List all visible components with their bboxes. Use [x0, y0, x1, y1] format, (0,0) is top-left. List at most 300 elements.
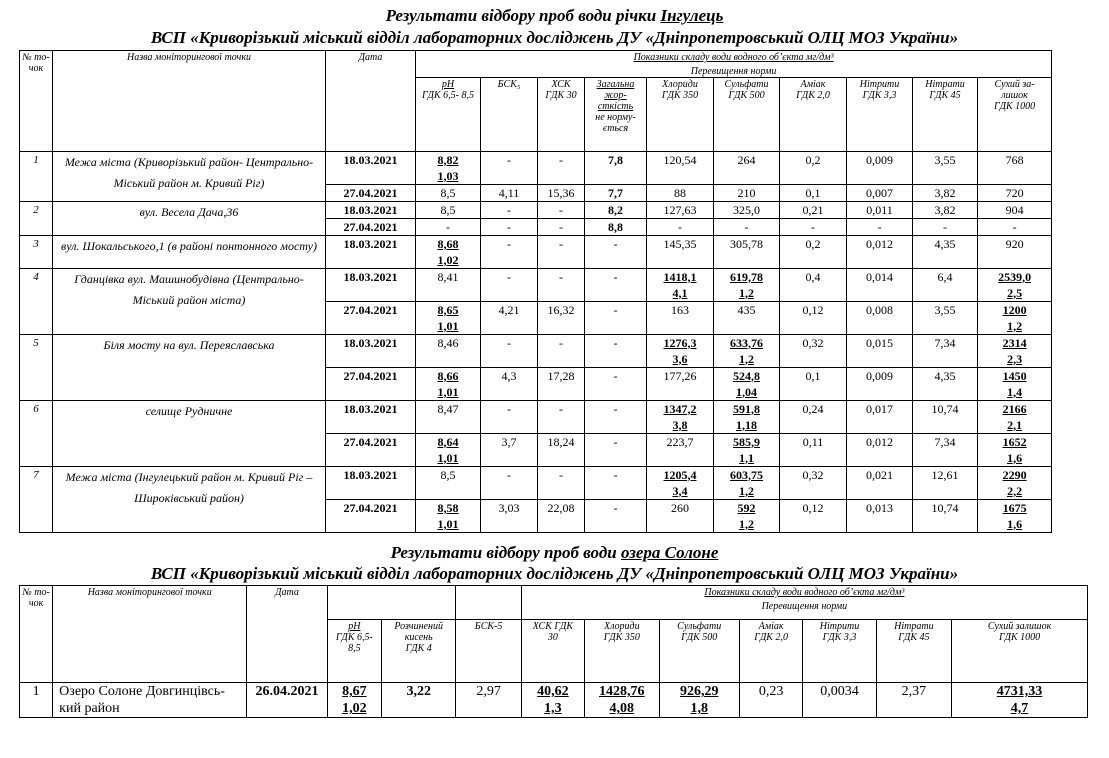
table1-bsk5-text: - [507, 269, 511, 284]
table1-hardness-text: - [613, 500, 618, 515]
table2-header-exceed: Перевищення норми [521, 600, 1087, 620]
table1-sulfates-text: 325,0 [733, 202, 760, 217]
table1-ammonia-text: 0,21 [802, 202, 824, 217]
table1-nitrates-text: 4,35 [934, 368, 956, 383]
table1-row [20, 466, 1052, 499]
table2-col-header [876, 620, 951, 683]
table2-title-prefix: Результати відбору проб води [390, 543, 621, 562]
table2-header-date: Дата [247, 586, 327, 683]
table1-col-norm: ГДК 1000 [993, 100, 1036, 112]
table1-ph-text: 8,41 [437, 269, 459, 284]
table1-ph [416, 433, 481, 466]
table2-col-name: Аміак [758, 621, 784, 632]
table1-chlorides [647, 334, 714, 367]
table1-col-name: Нітрати [925, 78, 965, 90]
table1-header-num: № то- чок [20, 51, 53, 152]
table1-point-name: Межа міста (Криворізький район- Центрально-Міський район м. Кривий Ріг) [53, 151, 326, 201]
table1-sulfates-text: 524,8 1,04 [733, 368, 760, 399]
table2-sulfates-text: 926,29 1,8 [679, 684, 719, 716]
table1-dry-residue [978, 400, 1052, 433]
table1-dry-residue [978, 235, 1052, 268]
table2-header-indicators [521, 586, 1087, 600]
table1-bsk5 [481, 301, 538, 334]
table2-col-norm: ГДК 45 [898, 632, 930, 643]
table1-chlorides-text: 88 [674, 185, 686, 200]
table1-xsk [538, 151, 585, 184]
table1-dry-residue-text: 920 [1005, 236, 1024, 251]
table1-ph-text: 8,82 1,03 [437, 152, 459, 183]
table1-chlorides-text: 1347,2 3,8 [663, 401, 697, 432]
table1-chlorides-text: 145,35 [663, 236, 697, 251]
table1-xsk-text: - [559, 467, 563, 482]
table2-col-name: рН [348, 621, 361, 632]
table1-nitrates [913, 334, 978, 367]
table1-nitrates [913, 201, 978, 218]
table1-date: 27.04.2021 [326, 184, 416, 201]
table1-nitrates-text: 7,34 [934, 335, 956, 350]
table1-chlorides [647, 400, 714, 433]
table2-header-blank [327, 586, 456, 620]
table2-title-lake: озера Солоне [620, 543, 719, 562]
table1-sulfates-text: 633,76 1,2 [730, 335, 763, 366]
table1-sulfates-text: 591,8 1,18 [733, 401, 760, 432]
table1-hardness-text: 8,8 [608, 219, 623, 234]
table2-dry-residue-text: 4731,33 4,7 [996, 684, 1043, 716]
table1-chlorides-text: 1418,1 4,1 [663, 269, 697, 300]
table2-col-header [521, 620, 584, 683]
table1-bsk5 [481, 235, 538, 268]
table1-nitrates [913, 218, 978, 235]
table1-bsk5 [481, 268, 538, 301]
table1-nitrites-text: - [877, 219, 882, 234]
table1-bsk5-text: - [507, 335, 511, 350]
table1-date: 18.03.2021 [326, 400, 416, 433]
table1-xsk [538, 301, 585, 334]
table1-ph-text: 8,65 1,01 [437, 302, 459, 333]
table1-header-indicators [416, 51, 1052, 65]
table2-point-name: Озеро Солоне Довгинцівсь-кий район [53, 683, 247, 718]
table1-dry-residue [978, 201, 1052, 218]
table1-header-name: Назва моніторингової точки [53, 51, 326, 152]
table2-col-norm: 30 [547, 632, 558, 643]
table1-col-name: Нітрити [859, 78, 900, 90]
table1-point-name: селище Рудничне [53, 400, 326, 466]
table1-sulfates-text: 210 [737, 185, 756, 200]
table1-chlorides [647, 433, 714, 466]
table1-xsk-text: - [559, 152, 563, 167]
table1-bsk5-text: - [507, 152, 511, 167]
table2-col-header [952, 620, 1088, 683]
table2-header-blank [456, 586, 521, 620]
table1-nitrites-text: 0,008 [866, 302, 893, 317]
table1-sulfates-text: - [744, 219, 749, 234]
table1-point-name: Гданцівка вул. Машинобудівна (Центрально-Міський район міста) [53, 268, 326, 334]
table2-nitrates [876, 683, 951, 718]
table1-ammonia-text: 0,32 [802, 467, 824, 482]
table1-nitrates-text: 7,34 [934, 434, 956, 449]
table1-hardness [585, 184, 647, 201]
table1-nitrates-text: - [943, 219, 947, 234]
table1-col-header [416, 77, 481, 151]
table1-sulfates [714, 433, 780, 466]
table1-row [20, 235, 1052, 268]
table1-col-header [913, 77, 978, 151]
table1-xsk-text: - [559, 236, 563, 251]
table1-chlorides [647, 151, 714, 184]
table1-col-header [481, 77, 538, 151]
table1-ph [416, 499, 481, 532]
table1-date: 18.03.2021 [326, 235, 416, 268]
table1-nitrates-text: 10,74 [931, 401, 959, 416]
table1-bsk5 [481, 400, 538, 433]
table1-sulfates [714, 367, 780, 400]
table1-ph [416, 235, 481, 268]
table1-nitrates [913, 268, 978, 301]
table2-header-row [20, 586, 1088, 600]
table2-ammonia [739, 683, 802, 718]
table1-row [20, 268, 1052, 301]
table1-col-norm: ГДК 350 [661, 89, 699, 101]
table1-dry-residue [978, 184, 1052, 201]
table1-nitrites [847, 184, 913, 201]
table1-sulfates [714, 268, 780, 301]
table1-bsk5 [481, 499, 538, 532]
table1-sulfates-text: 585,9 1,1 [733, 434, 760, 465]
table1-ammonia [780, 184, 847, 201]
table1-sulfates [714, 499, 780, 532]
table1-sulfates [714, 301, 780, 334]
table1-ph-text: 8,47 [437, 401, 459, 416]
table1-ammonia-text: 0,12 [802, 500, 824, 515]
table1-col-name: Сульфати [724, 78, 769, 90]
table1-dry-residue [978, 499, 1052, 532]
table1-ammonia [780, 301, 847, 334]
table2-header-indicators-text: Показники складу води водного об’єкта мг/дм³ [704, 587, 905, 598]
table1-ph-text: 8,64 1,01 [437, 434, 459, 465]
table1-nitrates-text: 3,55 [934, 302, 956, 317]
table2-point-num: 1 [20, 683, 53, 718]
table2-bsk5-text: 2,97 [476, 684, 501, 699]
table1-col-name: Аміак [800, 78, 826, 90]
table1-hardness-text: - [613, 302, 618, 317]
table2-col-name: Сульфати [677, 621, 722, 632]
table1-date: 27.04.2021 [326, 433, 416, 466]
table1-nitrates [913, 400, 978, 433]
table1-date: 27.04.2021 [326, 218, 416, 235]
table1-ph-text: 8,68 1,02 [437, 236, 459, 267]
table1-bsk5 [481, 466, 538, 499]
table1-chlorides-text: 260 [671, 500, 689, 515]
table1-ph-text: 8,66 1,01 [437, 368, 459, 399]
table1-dry-residue [978, 466, 1052, 499]
table2-col-name: Розчинений кисень [394, 621, 443, 643]
table1-sulfates-text: 264 [737, 152, 756, 167]
table1-xsk-text: - [559, 401, 563, 416]
table1-col-norm: ГДК 2,0 [796, 89, 830, 101]
table1-date: 27.04.2021 [326, 367, 416, 400]
table1-ph-text: 8,5 [440, 202, 456, 217]
table1-chlorides-text: 223,7 [666, 434, 694, 449]
table1-col-name: Сухий за- лишок [994, 78, 1035, 101]
table1-header-row [20, 51, 1052, 65]
table2-dissolved-oxygen-text: 3,22 [406, 684, 431, 699]
table2-date: 26.04.2021 [247, 683, 327, 718]
table1-sulfates [714, 334, 780, 367]
table2-chlorides-text: 1428,76 4,08 [599, 684, 645, 716]
table1-row [20, 334, 1052, 367]
table1-row [20, 151, 1052, 184]
table1-ammonia [780, 466, 847, 499]
table1-header-exceed: Перевищення норми [416, 65, 1052, 78]
table1-sulfates [714, 218, 780, 235]
table1-chlorides [647, 184, 714, 201]
table1-ph [416, 268, 481, 301]
table1-nitrites-text: 0,011 [866, 202, 893, 217]
table1-hardness [585, 499, 647, 532]
table1-hardness [585, 201, 647, 218]
table1-hardness-text: 7,7 [608, 185, 623, 200]
table1-ammonia [780, 433, 847, 466]
table1-col-header [780, 77, 847, 151]
table1-col-header [978, 77, 1052, 151]
table1-xsk [538, 433, 585, 466]
table1-nitrites [847, 201, 913, 218]
table1-point-num: 1 [20, 151, 53, 201]
table2-nitrates-text: 2,37 [901, 684, 927, 699]
table1-col-norm: ГДК 45 [929, 89, 961, 101]
table1-ammonia [780, 334, 847, 367]
table1-hardness [585, 151, 647, 184]
table1-hardness-text: - [613, 236, 618, 251]
table1-dry-residue [978, 218, 1052, 235]
table1-col-name: Загальна жор- сткість [596, 78, 635, 112]
table1-chlorides [647, 466, 714, 499]
table1-dry-residue-text: 1652 1,6 [1002, 434, 1027, 465]
table2-col-name: Нітрити [819, 621, 860, 632]
table2-col-name: Хлориди [603, 621, 640, 632]
table1-chlorides-text: 163 [671, 302, 689, 317]
table1-ammonia [780, 218, 847, 235]
table2-header-name: Назва моніторингової точки [53, 586, 247, 683]
table1-sulfates-text: 603,75 1,2 [730, 467, 763, 498]
table1-dry-residue [978, 334, 1052, 367]
table1-nitrates-text: 6,4 [937, 269, 953, 284]
table1-title-prefix: Результати відбору проб води річки [385, 6, 661, 25]
table1-bsk5 [481, 433, 538, 466]
table1-ph-text: 8,46 [437, 335, 459, 350]
table1-header-date: Дата [326, 51, 416, 152]
table1-nitrates-text: 3,82 [934, 202, 956, 217]
table1-xsk [538, 367, 585, 400]
table1-nitrites-text: 0,012 [866, 236, 893, 251]
table1-nitrites [847, 499, 913, 532]
table1-hardness [585, 334, 647, 367]
table2-col-header [739, 620, 802, 683]
table1-row [20, 400, 1052, 433]
table1-chlorides [647, 268, 714, 301]
table1-point-num: 6 [20, 400, 53, 466]
table1-point-num: 3 [20, 235, 53, 268]
table1-ammonia-text: 0,24 [802, 401, 824, 416]
table1-nitrates-text: 10,74 [931, 500, 959, 515]
table2-col-norm: ГДК 500 [681, 632, 718, 643]
table1-point-name: Межа міста (Інгулецький район м. Кривий Ріг – Широківський район) [53, 466, 326, 532]
table2-col-header [803, 620, 876, 683]
table1-point-num: 5 [20, 334, 53, 400]
table1-bsk5 [481, 218, 538, 235]
table1-nitrates-text: 12,61 [931, 467, 959, 482]
table1-nitrates [913, 433, 978, 466]
table1-nitrites-text: 0,013 [866, 500, 893, 515]
table1-nitrates [913, 301, 978, 334]
table1-dry-residue-text: 2166 2,1 [1002, 401, 1027, 432]
table2-col-norm: ГДК 4 [405, 643, 432, 654]
table2-dissolved-oxygen [381, 683, 455, 718]
table1-nitrites-text: 0,007 [866, 185, 893, 200]
table1-dry-residue-text: - [1012, 219, 1017, 234]
table1-title-line2: ВСП «Криворізький міський відділ лабораторних досліджень ДУ «Дніпропетровський ОЛЦ МОЗ України» [150, 28, 959, 47]
table1-ammonia-text: 0,2 [805, 152, 821, 167]
table1-hardness-text: - [613, 335, 618, 350]
table1-bsk5 [481, 184, 538, 201]
table1-xsk-text: 22,08 [547, 500, 575, 515]
table1-col-norm: ГДК 500 [728, 89, 765, 101]
table1-col-name: рН [441, 78, 455, 90]
table2-col-name: Нітрати [894, 621, 934, 632]
table2-ph-text: 8,67 1,02 [342, 684, 367, 716]
table1-chlorides-text: 127,63 [663, 202, 697, 217]
table1-bsk5 [481, 334, 538, 367]
table1-sulfates-text: 592 1,2 [737, 500, 756, 531]
table1-point-name: вул. Шокальського,1 (в районі понтонного мосту) [53, 235, 326, 268]
table1-dry-residue-text: 768 [1005, 152, 1024, 167]
table1-date: 18.03.2021 [326, 151, 416, 184]
table1-hardness [585, 218, 647, 235]
table1-ph [416, 400, 481, 433]
table1-col-norm: ГДК 6,5- 8,5 [421, 89, 475, 101]
table2-col-header [456, 620, 521, 683]
table2-bsk5 [456, 683, 521, 718]
table2-header-num: № то- чок [20, 586, 53, 683]
table1-ammonia [780, 151, 847, 184]
table1-chlorides-text: 177,26 [663, 368, 697, 383]
table1-xsk-text: - [559, 219, 563, 234]
table1-ammonia-text: 0,1 [805, 368, 821, 383]
table1-nitrites-text: 0,017 [866, 401, 893, 416]
table1-hardness-text: - [613, 467, 618, 482]
table1-ph [416, 218, 481, 235]
table1-nitrites [847, 151, 913, 184]
table1-ph-text: 8,58 1,01 [437, 500, 459, 531]
table1-nitrites [847, 334, 913, 367]
table2-title-line1 [0, 543, 1109, 563]
table2-nitrites [803, 683, 876, 718]
table1-bsk5-text: 3,03 [498, 500, 520, 515]
table1-dry-residue-text: 2539,0 2,5 [998, 269, 1032, 300]
table1 [19, 50, 1052, 533]
table2-col-header [659, 620, 739, 683]
table1-nitrites [847, 466, 913, 499]
table1-sulfates [714, 235, 780, 268]
table1-xsk-text: - [559, 202, 563, 217]
table1-ammonia [780, 268, 847, 301]
table1-ph [416, 184, 481, 201]
table1-ammonia-text: 0,4 [805, 269, 821, 284]
table1-col-header [538, 77, 585, 151]
table1-dry-residue [978, 301, 1052, 334]
table1-sulfates-text: 435 [737, 302, 756, 317]
table1-dry-residue-text: 1450 1,4 [1002, 368, 1027, 399]
table1-hardness-text: - [613, 401, 618, 416]
table1-chlorides [647, 301, 714, 334]
table1-hardness [585, 433, 647, 466]
table1-chlorides [647, 201, 714, 218]
table2-nitrites-text: 0,0034 [820, 684, 859, 699]
table1-xsk [538, 400, 585, 433]
table1-ammonia [780, 201, 847, 218]
table1-xsk [538, 334, 585, 367]
table1-hardness-text: 7,8 [608, 152, 623, 167]
table1-nitrites-text: 0,009 [866, 152, 893, 167]
table1-date: 18.03.2021 [326, 334, 416, 367]
table1-sulfates [714, 151, 780, 184]
table1-dry-residue-text: 904 [1005, 202, 1024, 217]
table1-nitrates [913, 499, 978, 532]
table1-bsk5-text: 4,21 [498, 302, 520, 317]
table2-col-header [381, 620, 455, 683]
table1-ammonia-text: - [811, 219, 815, 234]
table1-ph [416, 301, 481, 334]
table1-xsk [538, 268, 585, 301]
table1-ph [416, 466, 481, 499]
table1-col-name: ХСК [551, 78, 571, 90]
table1-sulfates [714, 184, 780, 201]
table1-bsk5-text: - [507, 236, 511, 251]
table1-ph-text: 8,5 [440, 467, 456, 482]
table1-col-header [847, 77, 913, 151]
table1-nitrites [847, 367, 913, 400]
table1-xsk-text: 18,24 [547, 434, 575, 449]
table1-ammonia [780, 367, 847, 400]
table1-ph [416, 367, 481, 400]
table1-bsk5 [481, 367, 538, 400]
table1-ammonia-text: 0,11 [802, 434, 824, 449]
table1-nitrites-text: 0,009 [866, 368, 893, 383]
table1-xsk-text: - [559, 335, 563, 350]
table1-col-header [585, 77, 647, 151]
table1-nitrites [847, 433, 913, 466]
table1-nitrates [913, 184, 978, 201]
table1-dry-residue [978, 433, 1052, 466]
table1-xsk-text: 15,36 [547, 185, 575, 200]
table1-xsk-text: 17,28 [547, 368, 575, 383]
table1-col-name: БСК₅ [497, 78, 521, 90]
table1-chlorides-text: 1276,3 3,6 [663, 335, 697, 366]
table1-date: 18.03.2021 [326, 268, 416, 301]
table2-col-name: ХСК ГДК [532, 621, 574, 632]
table1-bsk5-text: 4,3 [501, 368, 517, 383]
table1-hardness [585, 367, 647, 400]
table1-xsk [538, 466, 585, 499]
table1-date: 27.04.2021 [326, 499, 416, 532]
table2-ammonia-text: 0,23 [758, 684, 784, 699]
table1-title-line1 [0, 6, 1109, 26]
table2-ph [327, 683, 381, 718]
table1-point-num: 4 [20, 268, 53, 334]
table1-ammonia [780, 499, 847, 532]
table1-sulfates-text: 619,78 1,2 [730, 269, 763, 300]
table1-hardness-text: - [613, 434, 618, 449]
